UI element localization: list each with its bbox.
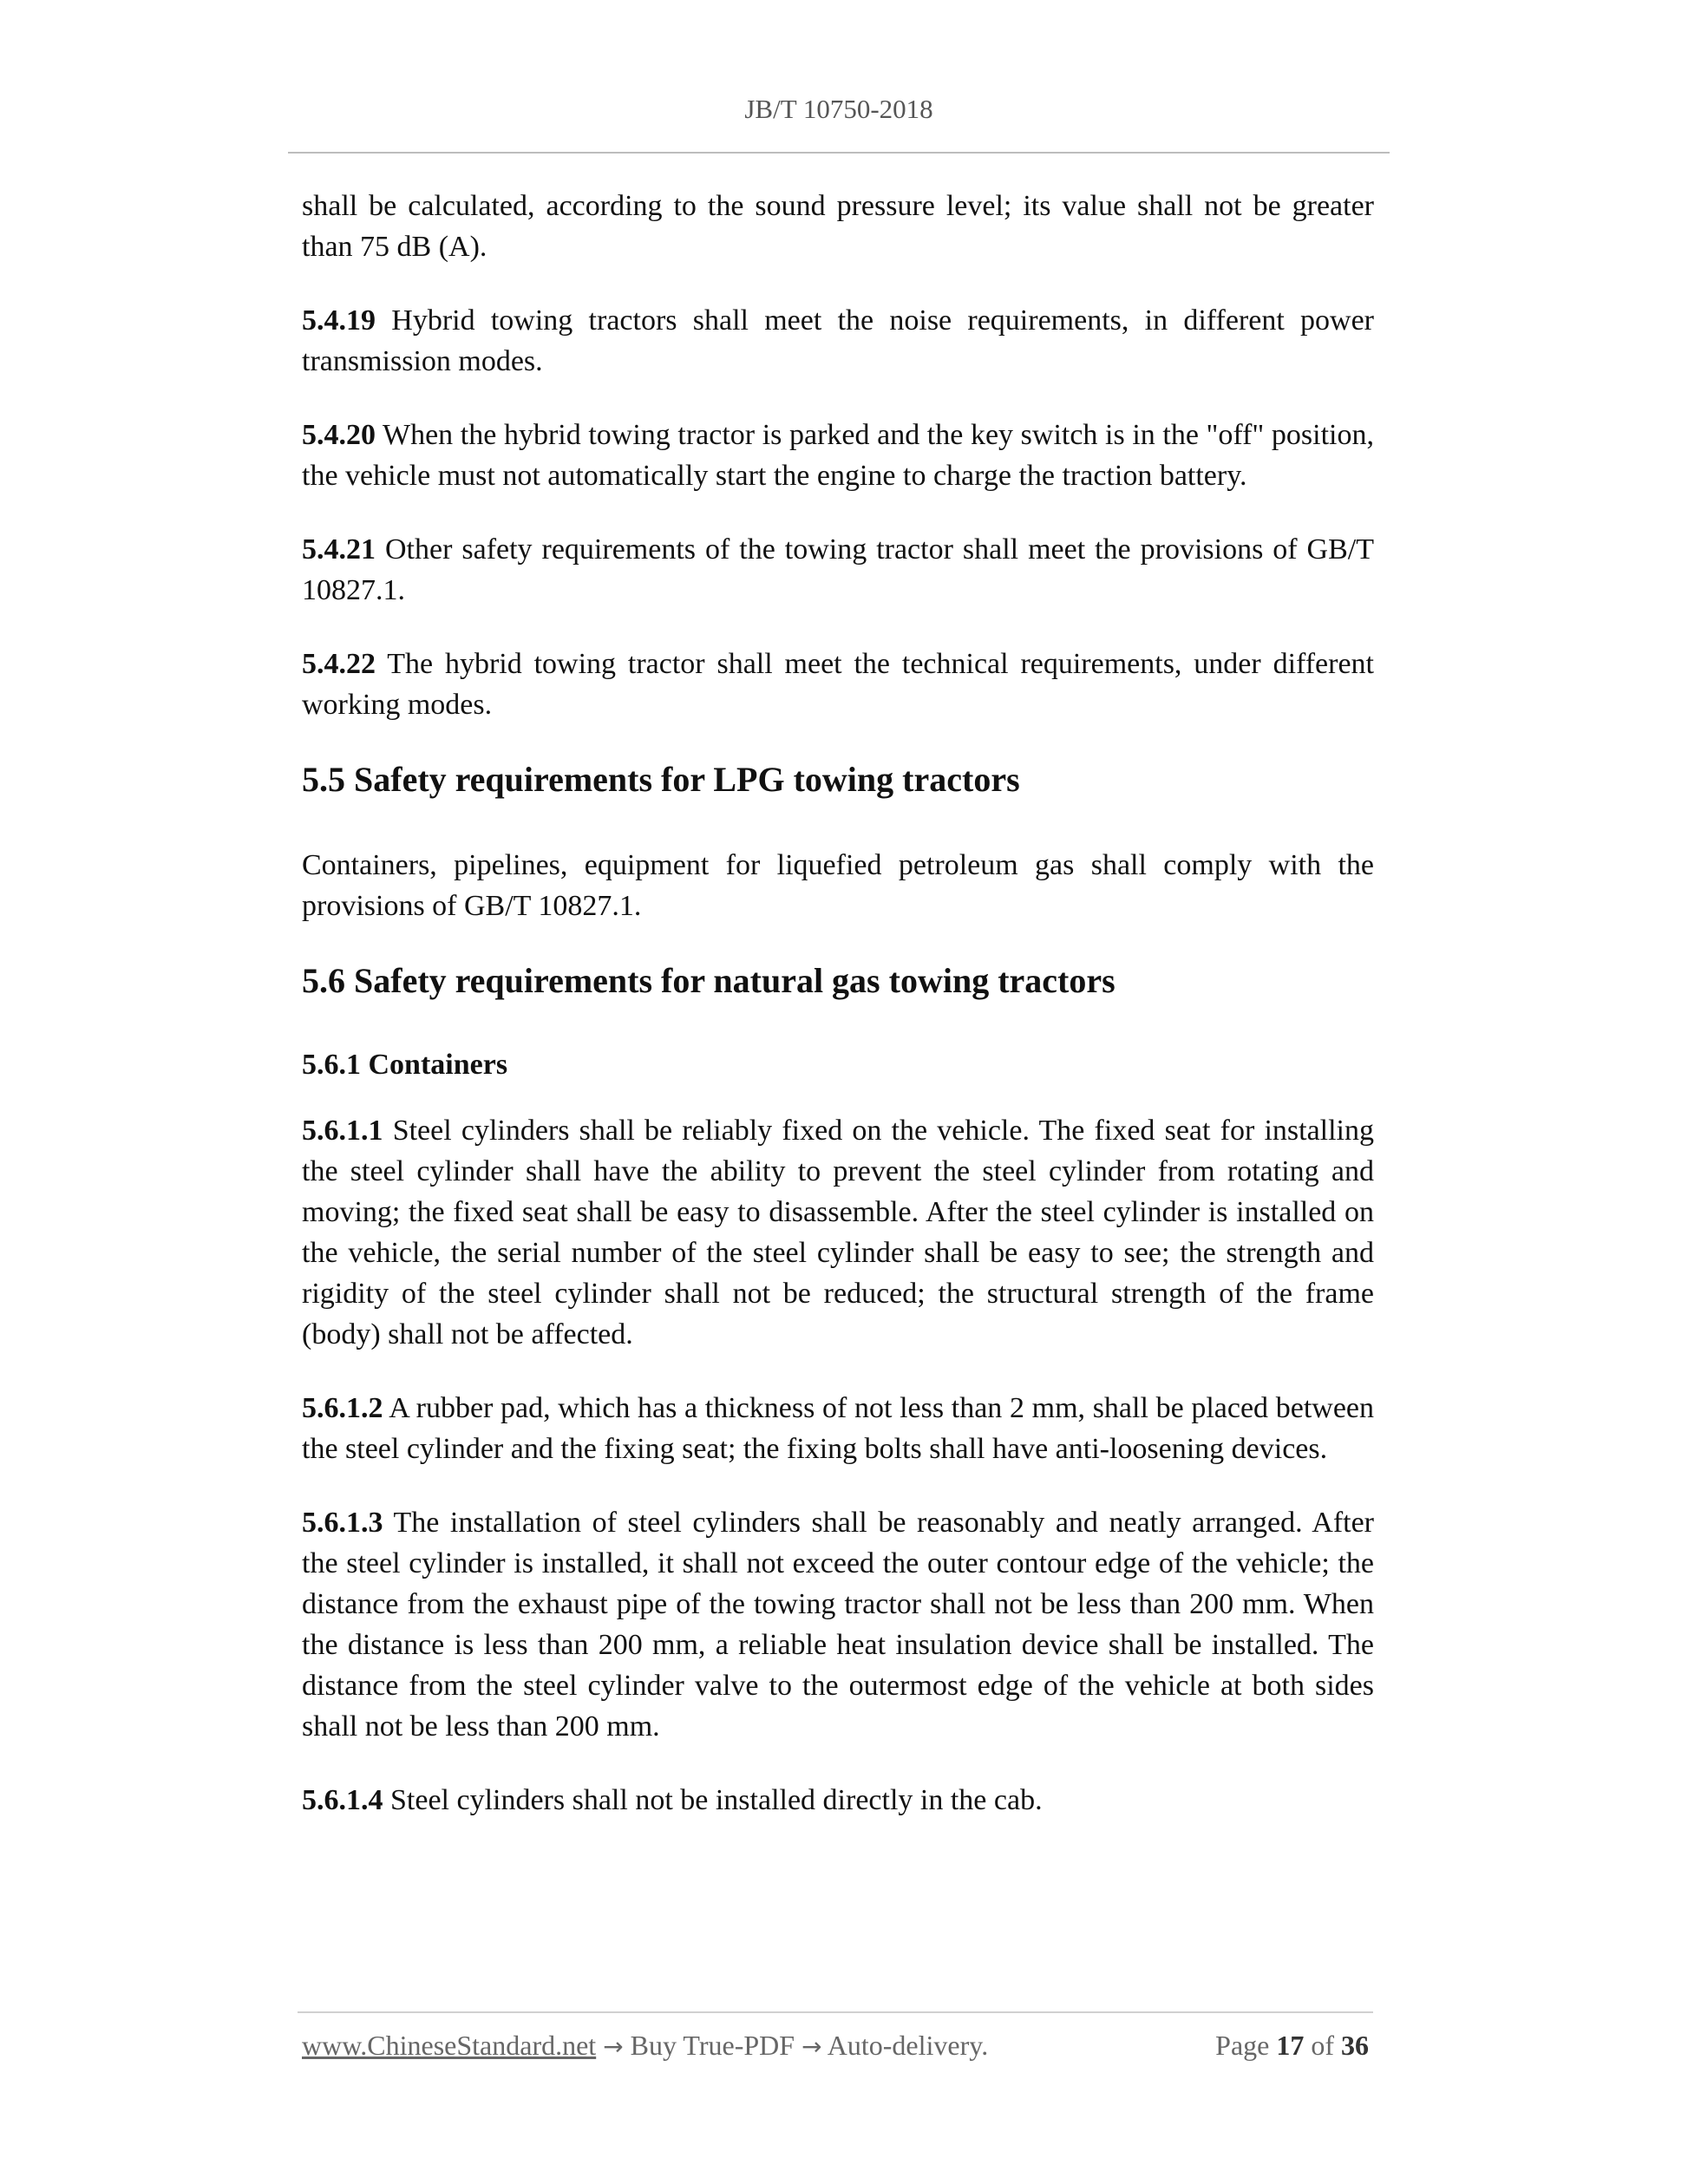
clause-text: The hybrid towing tractor shall meet the technical requirements, under different working modes.: [302, 648, 1374, 721]
clause-text: Other safety requirements of the towing tractor shall meet the provisions of GB/T 10827.1.: [302, 533, 1375, 606]
subsection-heading-5-6-1: 5.6.1 Containers: [302, 1049, 508, 1081]
paragraph-continuation: [302, 186, 1374, 267]
page-footer: [302, 2030, 1369, 2068]
page-current: 17: [1276, 2030, 1305, 2061]
clause-number: 5.4.20: [302, 419, 376, 451]
clause-number: 5.6.1.1: [302, 1115, 383, 1147]
clause-number: 5.4.22: [302, 648, 376, 680]
of-label: of: [1311, 2030, 1334, 2061]
clause-text: A rubber pad, which has a thickness of not less than 2 mm, shall be placed between the steel cylinder and the fixing seat; the fixing bolts shall have anti-loosening devices.: [302, 1392, 1374, 1465]
clause-number: 5.6.1.4: [302, 1784, 383, 1816]
clause-text: Hybrid towing tractors shall meet the noise requirements, in different power transmission modes.: [302, 304, 1375, 377]
arrow-right-icon: →: [603, 2032, 624, 2061]
page-number: [1215, 2030, 1369, 2062]
clause-text: The installation of steel cylinders shall be reasonably and neatly arranged. After the steel cylinder is installed, it shall not exceed the outer contour edge of the vehicle; the distance from the exhaust pipe of the towing tractor shall not be less than 200 mm. When the distance is less than 200 mm, a reliable heat insulation device shall be installed. The distance from the steel cylinder valve to the outermost edge of the vehicle at both sides shall not be less than 200 mm.: [302, 1507, 1374, 1743]
header-divider: [288, 152, 1390, 154]
section-heading-5-5: 5.5 Safety requirements for LPG towing tractors: [302, 760, 1020, 799]
clause-5-6-1-1: [302, 1110, 1374, 1355]
page-total: 36: [1341, 2030, 1369, 2061]
clause-5-4-22: [302, 644, 1374, 725]
footer-divider: [298, 2011, 1373, 2013]
buy-pdf-text: Buy True-PDF: [630, 2030, 795, 2061]
clause-number: 5.4.21: [302, 533, 376, 566]
clause-5-4-19: [302, 300, 1374, 382]
site-link[interactable]: www.ChineseStandard.net: [302, 2030, 597, 2061]
paragraph-text: Containers, pipelines, equipment for liquefied petroleum gas shall comply with the provisions of GB/T 10827.1.: [302, 849, 1374, 922]
section-heading-5-6: 5.6 Safety requirements for natural gas towing tractors: [302, 961, 1116, 1000]
footer-promo: [302, 2030, 988, 2062]
document-header-id: JB/T 10750-2018: [744, 94, 933, 124]
clause-5-6-1-2: [302, 1388, 1374, 1469]
page-label: Page: [1215, 2030, 1270, 2061]
clause-text: When the hybrid towing tractor is parked and the key switch is in the "off" position, the vehicle must not automatically start the engine to charge the traction battery.: [302, 419, 1374, 492]
arrow-right-icon: →: [801, 2032, 822, 2061]
clause-number: 5.6.1.2: [302, 1392, 383, 1424]
clause-number: 5.4.19: [302, 304, 376, 337]
clause-5-4-20: [302, 415, 1374, 496]
paragraph-lpg: [302, 845, 1374, 926]
document-body: [302, 186, 1374, 1854]
auto-delivery-text: Auto-delivery.: [827, 2030, 989, 2061]
paragraph-text: shall be calculated, according to the sound pressure level; its value shall not be greater than 75 dB (A).: [302, 190, 1374, 263]
clause-5-6-1-3: [302, 1502, 1374, 1747]
clause-5-4-21: [302, 529, 1374, 611]
clause-text: Steel cylinders shall be reliably fixed on the vehicle. The fixed seat for installing the steel cylinder shall have the ability to prevent the steel cylinder from rotating and moving; the fixed seat shall be easy to disassemble. After the steel cylinder is installed on the vehicle, the serial number of the steel cylinder shall be easy to see; the strength and rigidity of the steel cylinder shall not be reduced; the structural strength of the frame (body) shall not be affected.: [302, 1115, 1375, 1350]
clause-text: Steel cylinders shall not be installed directly in the cab.: [390, 1784, 1043, 1816]
clause-5-6-1-4: [302, 1780, 1374, 1821]
clause-number: 5.6.1.3: [302, 1507, 383, 1539]
